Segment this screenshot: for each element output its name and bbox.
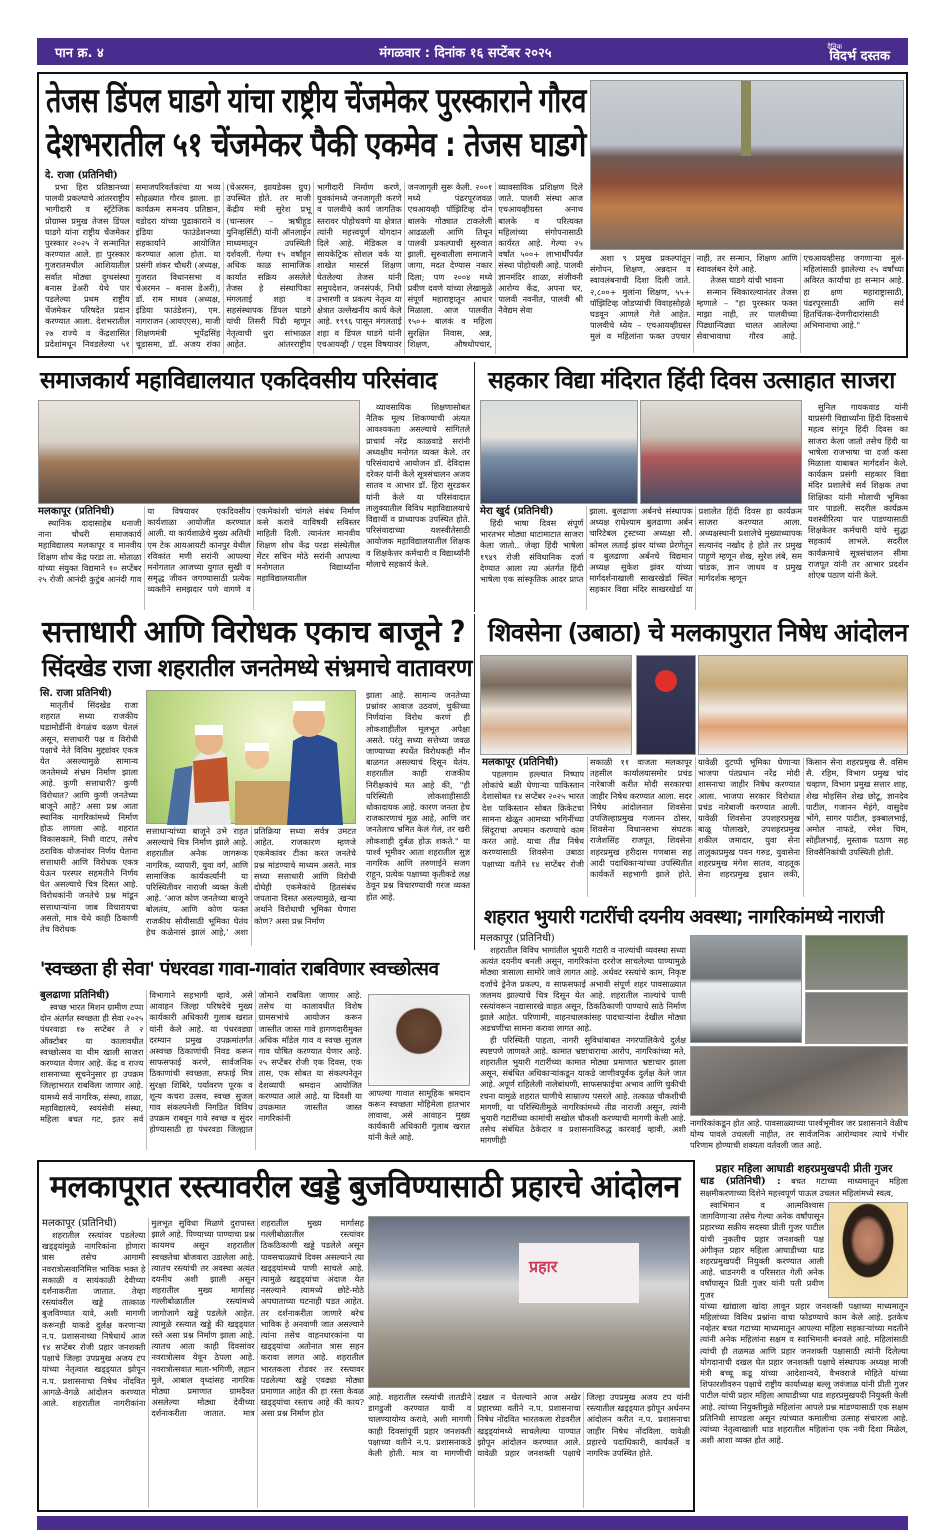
article-body: प्रभा हिरा प्रतिष्ठानच्या पालवी प्रकल्पाचे आंतरराष्ट्रीय भागीदारी व स्ट्रॅटेजिक प्रोग्राम्स प्रमुख तेजस डिंपल घाडगे यांना राष्ट्रीय चेंजमेकर पुरस्कार २०२५ ने सन्मानित करण्यात आले. हा पुरस्कार गुजरातमधील आशियातील सर्वात मोठ्या दुग्धसंस्था बनास डेअरी येथे पार पडलेल्या प्रथम राष्ट्रीय चेंजमेकर परिषदेत प्रदान करण्यात आला. देशभरातील २७ राज्ये व केंद्रशासित प्रदेशांमधून निवडलेल्या ५१ समाजपरिवर्तकांचा या भव्य सोहळ्यात गौरव झाला. हा कार्यक्रम समन्वय प्रतिष्ठान, वडोदरा यांच्या पुढाकाराने व इंडिया फाउंडेशनच्या सहकार्याने आयोजित करण्यात आला होता. या प्रसंगी शंकर चौधरी (अध्यक्ष, गुजरात विधानसभा व चेअरमन – बनास डेअरी), डॉ. राम माधव (अध्यक्ष, इंडिया फाउंडेशन), एम. नागराजन (आयएएस), माजी शिक्षणमंत्री भूपेंद्रसिंह चूडासमा, डॉ. अजय रांका (चेअरमन, झायडेक्स ग्रुप) उपस्थित होते. तर माजी केंद्रीय मंत्री सुरेश प्रभू (चान्सलर – ऋषीहूड युनिव्हर्सिटी) यांनी ऑनलाईन माध्यमातून उपस्थिती दर्शवली. गेल्या १५ वर्षांहून अधिक काळ सामाजिक कार्यात सक्रिय असलेले तेजस हे संस्थापिका मंगलताई शहा व सहसंस्थापक डिंपल घाडगे यांची तिसरी पिढी म्हणून नेतृत्वाची धुरा सांभाळत आहेत. आंतरराष्ट्रीय भागीदारी निर्माण करणे, युवकांमध्ये जनजागृती करणे व पालवीचे कार्य जागतिक स्तरावर पोहोचवणे या क्षेत्रात त्यांनी महत्त्वपूर्ण योगदान दिले आहे. मेडिकल व सायकेट्रिक सोशल वर्क या शाखेत मास्टर्स शिक्षण घेतलेल्या तेजस यांनी समुपदेशन, जनसंपर्क, निधी उभारणी व प्रकल्प नेतृत्व या क्षेत्रात उल्लेखनीय कार्य केले आहे. १९९६ पासून मंगलताई शहा व डिंपल घाडगे यांनी एचआयव्ही / एड्स विषयावर जनजागृती सुरू केली. २००१ मध्ये पंढरपूरजवळ एचआयव्ही पॉझिटिव्ह दोन बालके गोठ्यात टाकलेली आढळली आणि तिथून पालवी प्रकल्पाची सुरुवात झाली. सुरुवातीला समाजाने जागा, मदत देण्यास नकार दिला; पण २००४ मध्ये प्रवीण दवणे यांच्या लेखामुळे संपूर्ण महाराष्ट्रातून आधार मिळाला. आज पालवीत १५०+ बालकं व महिला सुरक्षित निवास, अन्न, शिक्षण, औषधोपचार, व्यावसायिक प्रशिक्षण दिले जाते. पालवी संस्था आज एचआयव्हीग्रस्त अनाथ बालके व परित्यक्त महिलांच्या संगोपनासाठी कार्यरत आहे. गेल्या २५ वर्षांत ५००+ लाभार्थींपर्यंत संस्था पोहोचली आहे. पालवी ज्ञानमंदिर शाळा, संजीवनी आरोग्य केंद्र, अपना घर, पालवी नवनीत, पालवी श्री नैवेद्यम सेवा bbox=[45, 182, 583, 349]
subheading: तेजस घाडगे यांची भावना bbox=[710, 275, 784, 286]
article-body: मातृतीर्थ सिंदखेड राजा शहरात सध्या राजकीय घडामोडींनी वेगळंच वळण घेतलं असून, सत्ताधारी पक्ष व विरोधी पक्षाचे नेते विविध मुद्द्यांवर एकत्र येत असल्यामुळे सामान्य जनतेमध्ये संभ्रम निर्माण झाला आहे. कुणी सत्ताधारी? कुणी विरोधात? आणि कुणी जनतेच्या बाजूने आहे? असा प्रश्न आता स्थानिक नागरिकांमध्ये निर्माण होऊ लागला आहे. शहरात विकासकामे, निधी वाटप, तसेच ठराविक योजनांवर निर्णय घेताना सत्ताधारी आणि विरोधक एकत्र येऊन परस्पर सहमतीने निर्णय घेत असल्याचे चित्र दिसत आहे. विरोधकांनी जनतेचे प्रश्न मांडून सत्ताधाऱ्यांना जाब विचारायचा असतो, मात्र येथे काही ठिकाणी तेच विरोधक bbox=[40, 700, 138, 935]
flooded-road-photo bbox=[805, 992, 908, 1044]
waterlogged-street-photo bbox=[690, 935, 802, 1043]
headline-changemaker: तेजस डिंपल घाडगे यांचा राष्ट्रीय चेंजमेकर पुरस्काराने गौरव bbox=[46, 81, 587, 121]
byline: मेरा खुर्द (प्रतिनिधी) bbox=[480, 506, 554, 517]
hindi-day-photo-2 bbox=[640, 400, 802, 504]
protest-photo-2 bbox=[698, 655, 908, 755]
article-body: मलकापूर (प्रतिनिधी) शहरातील रस्त्यांवर पडलेल्या खड्ड्यांमुळे नागरिकांना होणारा त्रास तसेच आगामी नवरात्रोत्सवानिमित्त भाविक भक्त हे सकाळी व सायंकाळी देवीच्या दर्शनाकरीता जातात. तेव्हा रस्त्यांवरील खड्डे तात्काळ बुजविण्यात यावे, अशी मागणी करूनही याकडे दुर्लक्ष करणाऱ्या न.प. प्रशासनाच्या निषेधार्थ आज १४ सप्टेंबर रोजी प्रहार जनशक्ती पक्षाचे जिल्हा उपप्रमुख अजय टप यांच्या नेतृत्वात खड्ड्यात झोपून न.प. प्रशासनाचा निषेध नोंदवित आगळे-वेगळे आंदोलन करण्यात आले. शहरातील नागरीकांना मुलभूत सुविधा मिळणे दुरापास्त झाले आहे. पिण्याच्या पाण्याचा प्रश्न कायमच असून शहरातील स्वच्छतेचा बोजवारा उडालेला आहे. त्यातच रस्त्यांची तर अवस्था अत्यंत दयनीय अशी झाली असून शहरातील मुख्य मार्गासह गल्लीबोळातील रस्त्यांमध्ये जागोजागे खड्डे पडलेले आहेत. त्यामुळे रस्त्यात खड्डे की खड्ड्यात रस्ते असा प्रश्न निर्माण झाला आहे. त्यातच आता काही दिवसांवर नवरात्रोत्सव येवून ठेपला आहे. नवरात्रोत्सवात माता-भगिणी, लहान मुले, आबाल वृध्दांसह नागरिक मोठ्या प्रमाणात ग्रामदैवत असलेल्या मोठ्या देवीच्या दर्शनाकरीता जातात. मात्र शहरातील मुख्य मार्गासह गल्लीबोळातील रस्त्यांवर ठिकठिकाणी खड्डे पडलेले असून पावसचाळ्याचे दिवस असल्याने त्या खड्ड्यांमध्ये पाणी साचले आहे. त्यामुळे खड्ड्यांचा अंदाज येत नसल्याने त्यामध्ये छोटे-मोठे अपघाताच्या घटनाही घडत आहेत. तर दर्शनाकरीता जाणारे बरेच भाविक हे अनवाणी जात असल्याने त्यांना तसेच वाहनधारकांना या खड्ड्यांचा अतोनात त्रास सहन करावा लागत आहे. शहरातील भारतकला रोडवर तर रस्त्यावर पडलेल्या खड्डे एवढ्या मोठ्या प्रमाणात आहेत की हा रस्ता केवळ खड्ड्यांचा रस्ताच आहे की काय? असा प्रश्न निर्माण होत bbox=[42, 1218, 364, 1419]
headline-seminar: समाजकार्य महाविद्यालयात एकदिवसीय परिसंवाद bbox=[40, 366, 437, 394]
article-body: बुलढाणा प्रतिनिधी) स्वच्छ भारत मिशन ग्रामीण टप्पा दोन अंतर्गत स्वच्छता ही सेवा २०२५ पंधरवाडा १७ सप्टेंबर ते २ ऑक्टोबर या कालावधीत स्वच्छोत्सव या थीम खाली साजरा करण्यात येणार आहे. केंद्र व राज्य शासनाच्या सूचनेनुसार हा उपक्रम जिल्हाभरात राबविला जाणार आहे. यामध्ये सर्व नागरिक, संस्था, शाळा, महाविद्यालये, स्वयंसेवी संस्था, महिला बचत गट, इतर सर्व विभागाने सहभागी व्हावे, असे आवाहन जिल्हा परिषदेचे मुख्य कार्यकारी अधिकारी गुलाब खरात यांनी केले आहे. या पंधरवड्या दरम्यान प्रमुख उपक्रमांतर्गत अस्वच्छ ठिकाणांची निवड करून साफसफाई करणे, सार्वजनिक ठिकाणांची स्वच्छता, सफाई मित्र सुरक्षा शिबिरे, पर्यावरण पूरक व शून्य कचरा उत्सव, स्वच्छ सुजल गाव संकल्पनेशी निगडित विविध उपक्रम राबवून गावे स्वच्छ व सुंदर होण्यासाठी हा पंधरवडा जिल्ह्यात जोमाने राबविला जाणार आहे. तसेच या कालावधीत विशेष ग्रामसभांचे आयोजन करून जास्तीत जास्त गावे हागणदारीमुक्त अधिक मॉडेल गाव व स्वच्छ सुजल गाव घोषित करण्यात येणार आहे. २५ सप्टेंबर रोजी एक दिवस, एक तास, एक सोबत या संकल्पनेतून देशव्यापी श्रमदान आयोजित करण्यात आले आहे. या दिवशी या उपक्रमात जास्तीत जास्त नागरिकांनी bbox=[40, 990, 362, 1135]
article-body-middle: सत्ताधाऱ्यांच्या बाजूने उभे राहत असल्याचे चित्र निर्माण झाले आहे. शहरातील अनेक जागरूक नागरिक, व्यापारी, युवा वर्ग, आणि सामाजिक कार्यकर्त्यांनी या परिस्थितीवर नाराजी व्यक्त केली आहे. ‘आज कोण जनतेच्या बाजूने बोलतंय, आणि कोण फक्त राजकीय सोयीसाठी भूमिका घेतंय हेच कळेनासं झालं आहे,’ अशा प्रतिक्रिया सध्या सर्वत्र उमटत आहेत. राजकारण म्हणजे एकमेकांवर टीका करत जनतेचे प्रश्न मांडण्याचे माध्यम असते. मात्र सध्या सत्ताधारी आणि विरोधी दोघेही एकमेकांचे हितसंबंध जपताना दिसत असल्यामुळे, खऱ्या अर्थाने विरोधाची भूमिका घेणारा कोण? असा प्रश्न निर्माण bbox=[146, 826, 356, 937]
officer-portrait-photo bbox=[368, 994, 470, 1086]
page-number: पान क्र. ४ bbox=[55, 45, 104, 61]
political-cartoon bbox=[146, 690, 356, 824]
article-body: मेरा खुर्द (प्रतिनिधी) हिंदी भाषा दिवस संपूर्ण भारतभर मोठ्या थाटामाटात साजरा केला जातो.. जेव्हा हिंदी भाषेला १९४९ रोजी संविधानिक दर्जा देण्यात आला त्या अंतर्गत हिंदी भाषेला एक सांस्कृतिक आदर प्राप्त झाला. बुलढाणा अर्बनचे संस्थापक अध्यक्ष राधेश्याम बुलढाणा अर्बन चारिटेबल ट्रस्टच्या अध्यक्षा सौ. कोमल लताई झंवर यांच्या प्रेरणेतून व बुलढाणा अर्बनचे विद्यमान अध्यक्ष सुकेश झंवर यांच्या मार्गदर्शनाखाली साखरखेर्डा स्थित सहकार विद्या मंदिर साखरखेर्डा या प्रशालेत हिंदी दिवस हा कार्यक्रम साजरा करण्यात आला. अध्यक्षस्थानी प्रशालेचे मुख्याध्यापक सत्यानंद नखोद हे होते तर प्रमुख पाहुणे म्हणून शेख, सुरेश लंबे, सम चांडक, ज्ञान जाधव व प्रमुख मार्गदर्शक म्हणून bbox=[480, 506, 802, 595]
page-footer-bar bbox=[37, 1516, 908, 1530]
byline: धाड (प्रतिनिधी) : bbox=[700, 1176, 781, 1187]
headline-preeti-gujar: प्रहार महिला आघाडी शहरप्रमुखपदी प्रीती गुजर bbox=[715, 1163, 893, 1175]
article-body-continued: आहे. शहरातील रस्त्यांची तातडीने डागडुजी करण्यात यावी व चालण्यायोग्य करावे, अशी मागणी काही दिवसांपूर्वी प्रहार जनशक्ती पक्षाच्या वतीने न.प. प्रशासनाकडे केली होती. मात्र या मागणीची दखल न घेतल्याने आज अखेर प्रहारच्या वतीने न.प. प्रशासनाचा निषेध नोंदवित भारतकला रोडवरील खड्ड्यांमध्ये साचलेल्या पाण्यात झोपून आंदोलन करण्यात आले. यावेळी प्रहार जनशक्ती पक्षाचे जिल्हा उपप्रमुख अजय टप यांनी रस्त्यातील खड्ड्यात झोपून अर्धनग्न आंदोलन करीत न.प. प्रशासनाचा जाहीर निषेध नोंदविला. यावेळी प्रहारचे पदाधिकारी, कार्यकर्ते व नागरिक उपस्थित होते. bbox=[368, 1392, 690, 1459]
article-body-continued: अशा ९ प्रमुख प्रकल्पांतून संगोपन, शिक्षण, अन्नदान व स्वावलंबनाची दिशा दिली जाते. २,८००+ मुलांना शिक्षण, ५५+ पॉझिटिव्ह जोडप्यांची विवाहसोहळे घडवून आणले गेले आहेत. पालवीचे ध्येय – एचआयव्हीग्रस्त मुलं व महिलांना फक्त उपचार नाही, तर सन्मान, शिक्षण आणि स्वावलंबन देणे आहे. तेजस घाडगे यांची भावना सन्मान स्विकारल्यानंतर तेजस म्हणाले – "हा पुरस्कार फक्त माझा नाही, तर पालवीच्या पिढ्यान्पिढ्या चालत आलेल्या सेवाभावाचा गौरव आहे. एचआयव्हीसह जगणाऱ्या मुलं-महिलांसाठी झालेल्या २५ वर्षांच्या अविरत कार्याचा हा सन्मान आहे. हा क्षण महाराष्ट्रासाठी, पंढरपूरसाठी आणि सर्व हितचिंतक-देणगीदारांसाठी अभिमानाचा आहे." bbox=[590, 253, 904, 342]
prahar-banner: प्रहार bbox=[519, 1243, 639, 1303]
hindi-day-photo-1 bbox=[480, 400, 638, 504]
protest-banner-photo bbox=[636, 655, 696, 755]
headline-prahar-protest: मलकापूरात रस्त्यावरील खड्डे बुजविण्यासाठी प्रहारचे आंदोलन bbox=[50, 1169, 680, 1205]
subheadline-changemaker: देशभरातील ५१ चेंजमेकर पैकी एकमेव : तेजस घाडगे bbox=[46, 125, 586, 165]
article-body: स्थानिक दादासाहेब धनाजी नाना चौधरी समाजकार्य महाविद्यालय मलकापूर व मानवीय शिक्षण शोध केंद्र परडा ता. मोताळा यांच्या संयुक्त विद्यमाने १० सप्टेंबर २५ रोजी आनंदी कुटुंब आनंदी गाव या विषयावर एकदिवसीय कार्यशाळा आयोजीत करण्यात आली. या कार्यशाळेचे मुख्य अतिथी एम टेक आयआयटी कानपुर येथील रविकांत मणी सरांनी आपल्या मनोगतात आजच्या युगात सुखी व समृद्ध जीवन जगण्यासाठी प्रत्येक व्यक्तीने समझदार पणे वागणे व एकमेकांशी चांगले संबंध निर्माण कसे करावे याविषयी सविस्तर माहिती दिली. त्यानंतर मानवीय शिक्षण शोध केंद्र परडा संस्थेतील मेंटर सचिन मोठे सरांनी आपल्या मनोगतात विद्यार्थ्यांना महाविद्यालयातील bbox=[38, 506, 360, 595]
seminar-photo bbox=[38, 400, 360, 504]
byline: मलकापूर (प्रतिनिधी) bbox=[42, 1218, 117, 1229]
article-body-side: व्यावसायिक शिक्षणासोबत नैतिक मूल्य शिकण्याची अंत्यत आवश्यकता असल्याचे सांगितले प्राचार्य नरेंद्र काळवाडे सरांनी अध्यक्षीय मनोगत व्यक्त केले. तर परिसंवादाचे आयोजन डॉ. देविदास दरेकर यांनी केले सूत्रसंचालन अजय सातव व आभार डॉ. हिरा सुरडकर यांनी केले या परिसंवादात तालुक्यातील विविध महाविद्यालयाचे विद्यार्थी व प्राध्यापक उपस्थित होते. परिसंवादाच्या यशस्वीतेसाठी आयोजक महाविद्यालयातील शिक्षक व शिक्षकेत्तर कर्मचारी व विद्यार्थ्यांनी मोलाचे सहकार्य केले. bbox=[366, 402, 470, 569]
garbage-drain-photo bbox=[690, 1046, 908, 1116]
article-body-side: सुनिल गायकवाड यांनी याप्रसंगी विद्यार्थ्यांना हिंदी दिवसाचे महत्व सांगून हिंदी दिवस का साजरा केला जातो तसेच हिंदी या भाषेला राजभाषा चा दर्जा कसा मिळाला याबाबत मार्गदर्शन केले. कार्यक्रम प्रसंगी सहकार विद्या मंदिर प्रशालेचे सर्व शिक्षक तथा शिक्षिका यांनी मोलाची भूमिका पार पाडली. सदरील कार्यक्रम यशस्वीरित्या पार पाडण्यासाठी शिक्षकेतर कर्मचारी यांचे सुद्धा सहकार्य लाभले. सदरील कार्यक्रमाचे सूत्रसंचालन सीमा राजपूत यांनी तर आभार प्रदर्शन शोएब पठाण यांनी केले. bbox=[808, 402, 908, 581]
masthead-logo: दैनिक विदर्भ दस्तक bbox=[827, 42, 890, 64]
photo-caption: नागरिकांकडून होत आहे. पावसाळ्याच्या पार्श्वभूमीवर जर प्रशासनाने वेळीच योग्य पावले उचलली नाहीत, तर सार्वजनिक आरोग्यावर त्याचे गंभीर परिणाम होण्याची शक्यता वर्तवली जात आहे. bbox=[690, 1118, 908, 1150]
byline: दे. राजा (प्रतिनिधी) bbox=[45, 170, 118, 181]
article-preeti-gujar: प्रहार महिला आघाडी शहरप्रमुखपदी प्रीती गुजर धाड (प्रतिनिधी) : बचत गटाच्या माध्यमातून महिला सक्षमीकरणाच्या दिशेने महत्त्वपूर्ण पाऊल उचलत महिलांमध्ये स्वत्व, स्वाभिमान व आत्मविश्वास जागविणाऱ्या तसेच गेल्या अनेक वर्षांपासून प्रहारच्या सक्रीय सदस्या प्रीती गुजर पाटील यांची नुकतीच प्रहार जनशक्ती पक्ष अंगीकृत प्रहार महिला आघाडीच्या धाड शहरप्रमुखपदी नियुक्ती करण्यात आली आहे. धाडनगरी व परिसरात गेली अनेक वर्षांपासून प्रिती गुजर यांनी पती प्रवीण गुजर यांच्या खांद्याला खांदा लावून प्रहार जनशक्ती पक्षाच्या माध्यमातून महिलांच्या विविध प्रश्नांना वाचा फोडण्याचे काम केले आहे. इतकेच नव्हेतर बचत गटाच्या माध्यमातून आपल्या महिला सहकाऱ्यांच्या मदतीने त्यांनी अनेक महिलांना सक्षम व स्वाभिमानी बनवले आहे. महिलांसाठी त्यांची ही तळमळ आणि प्रहार जनशक्ती पक्षासाठी त्यांनी दिलेल्या योगदानाची दखल घेत प्रहार जनशक्ती पक्षाचे संस्थापक अध्यक्ष माजी मंत्री बच्चू कडू यांच्या आदेशान्वये, वैभवराजे मोहिते यांच्या शिफारशीवरुन पक्षाचे राष्ट्रीय कार्याध्यक्ष बल्लू जवंजाळ यांनी प्रीती गुजर पाटील यांची प्रहार महिला आघाडीच्या धाड शहरप्रमुखपदी नियुक्ती केली आहे. त्यांच्या नियुक्तीमुळे महिलांना आपले प्रश्न मांडण्यासाठी एक सक्षम प्रतिनिधी सापडला असून त्यांच्यात कमालीचा उत्साह संचारला आहे. त्यांच्या नेतृत्वाखाली धाड शहरातील महिलांना एक नवी दिशा मिळेल, अशी आशा व्यक्त होत आहे. bbox=[700, 1162, 908, 1512]
prahar-protest-photo bbox=[368, 1216, 690, 1388]
article-body: शहरातील विविध भागांतील भुयारी गटारी व नाल्यांची व्यवस्था सध्या अत्यंत दयनीय बनली असून, नागरिकांना दररोज साचलेल्या पाण्यामुळे मोठ्या त्रासाला सामोरे जावे लागत आहे. अर्धवट रस्त्यांचे काम, निकृष्ट दर्जाचे ड्रेनेज प्रकल्प, व साफसफाई अभावी संपूर्ण शहर पावसाळ्यात जलमय झाल्याचे चित्र दिसून येत आहे. शहरातील नाल्यांचे पाणी रस्त्यांवरून नद्यासारखे वाहत असून, ठिकठिकाणी पाण्याचे साठे निर्माण झाले आहेत. परिणामी, वाहनचालकांसह पादचाऱ्यांना देखील मोठ्या अडचणींचा सामना करावा लागत आहे. ही परिस्थिती पाहता, नागरी सुविधांबाबत नगरपालिकेचे दुर्लक्ष स्पष्टपणे जाणवते आहे. कामात भ्रष्टाचाराचा आरोप, नागरिकांच्या मते, शहरातील भुयारी गटारींच्या कामात मोठ्या प्रमाणात भ्रष्टाचार झाला असून, संबंधित अधिकाऱ्यांकडून याकडे जाणीवपूर्वक दुर्लक्ष केले जात आहे. अपूर्ण राहिलेली नालेबांधणी, साफसफाईचा अभाव आणि चुकीची रचना यामुळे शहरात घाणीचे साम्राज्य पसरले आहे. तत्काळ चौकशीची मागणी, या परिस्थितीमुळे नागरिकांमध्ये तीव्र नाराजी असून, त्यांनी भुयारी गटारींच्या कामांची सखोल चौकशी करण्याची मागणी केली आहे. तसेच संबंधित ठेकेदार व प्रशासनाविरुद्ध कारवाई व्हावी, अशी मागणीही bbox=[480, 945, 686, 1146]
page-header bbox=[37, 38, 908, 65]
byline: मलकापूर (प्रतिनिधी) bbox=[480, 933, 555, 944]
article-body: मलकापूर (प्रतिनिधी) पहलगाम हल्ल्यात निष्पाप लोकांचे बळी घेणाऱ्या पाकिस्तान देशासोबत १४ सप्टेंबर २०२५ भारत देश पाकिस्तान सोबत क्रिकेटचा सामना खेळून आमच्या भगिनींच्या सिंदूराचा अपमान करण्याचे काम करत आहे. याचा तीव्र निषेध करण्यासाठी शिवसेना उबाठा पक्षाच्या वतीने १४ सप्टेंबर रोजी सकाळी ११ वाजता मलकापूर तहसील कार्यालयासमोर प्रचंड नारेबाजी करीत मोदी सरकारचा जाहीर निषेध करण्यात आला. सदर निषेध आंदोलनात शिवसेना उपजिल्हाप्रमुख गजानन ठोसर, शिवसेना विधानसभा संघटक राजेशसिंह राजपूत, शिवसेना शहरप्रमुख हरीदास गणबास सह आदी पदाधिकाऱ्यांच्या उपस्थितीत कार्यकर्ते सहभागी झाले होते. यावेळी दुटप्पी भूमिका घेणाऱ्या भाजपा पंतप्रधान नरेंद्र मोदी शासनाचा जाहीर निषेध करण्यात आला. भाजपा सरकार विरोधात प्रचंड नारेबाजी करण्यात आली. यावेळी शिवसेना उपशहरप्रमुख बाळू पोलाखरे, उपशहरप्रमुख शकील जमादार, युवा सेना तालुकाप्रमुख पवन गरुड, युवासेना शहरप्रमुख मंगेश सातव, वाहतूक सेना शहरप्रमुख इम्रान लकी, किसान सेना शहरप्रमुख सै. वसिम सै. रहिम, विभाग प्रमुख चांद चव्हाण, विभाग प्रमुख सत्तार शाह, शेख मोहसिन शेख छोटू, ज्ञानदेव पाटील, गजानन मेहंगे, वासुदेव भोंगे, सागर पाटील, इक्बालभाई, अमोल नाफडे, रमेश चिम, सोहीलभाई, मुस्ताक पठाण सह शिवसैनिकांची उपस्थिती होती. bbox=[482, 757, 908, 880]
preeti-gujar-portrait bbox=[828, 1202, 908, 1298]
byline: मलकापूर (प्रतिनिधी) bbox=[38, 506, 115, 517]
protest-photo-1 bbox=[480, 655, 632, 755]
headline-shivsena-protest: शिवसेना (उबाठा) चे मलकापुरात निषेध आंदोलन bbox=[488, 618, 908, 647]
article-body-right: झाला आहे. सामान्य जनतेच्या प्रश्नांवर आवाज उठवणं, चुकीच्या निर्णयांना विरोध करणं ही लोकशाहीतील मूलभूत अपेक्षा असते. परंतु सध्या सत्तेच्या जवळ जाण्याच्या स्पर्धेत विरोधकही मौन बाळगत असल्याचं दिसून येतंय. शहरातील काही राजकीय निरीक्षकांचे मत आहे की, "ही परिस्थिती लोकशाहीसाठी धोकादायक आहे. कारण जनता हेच राजकारणाचं मूळ आहे, आणि जर जनतेलाच भ्रमित केलं गेलं, तर खरी लोकशाही दुर्बळ होऊ शकते." या पार्श्व भूमीवर आता शहरातील सुज्ञ नागरिक आणि तरुणाईने सजग राहून, प्रत्येक पक्षाच्या कृतीकडे लक्ष ठेवून प्रश्न विचारण्याची गरज व्यक्त होत आहे. bbox=[366, 690, 470, 902]
headline-swachhata: 'स्वच्छता ही सेवा' पंधरवडा गावा-गावांत राबविणार स्वच्छोत्सव bbox=[40, 958, 439, 980]
damaged-road-photo bbox=[805, 935, 908, 990]
issue-date: मंगळवार : दिनांक १६ सप्टेंबर २०२५ bbox=[379, 45, 552, 61]
article-body: स्वाभिमान व आत्मविश्वास जागविणाऱ्या तसेच गेल्या अनेक वर्षांपासून प्रहारच्या सक्रीय सदस्या प्रीती गुजर पाटील यांची नुकतीच प्रहार जनशक्ती पक्ष अंगीकृत प्रहार महिला आघाडीच्या धाड शहरप्रमुखपदी नियुक्ती करण्यात आली आहे. धाडनगरी व परिसरात गेली अनेक वर्षांपासून प्रिती गुजर यांनी पती प्रवीण गुजर यांच्या खांद्याला खांदा लावून प्रहार जनशक्ती पक्षाच्या माध्यमातून महिलांच्या विविध प्रश्नांना वाचा फोडण्याचे काम केले आहे. इतकेच नव्हेतर बचत गटाच्या माध्यमातून आपल्या महिला सहकाऱ्यांच्या मदतीने त्यांनी अनेक महिलांना सक्षम व स्वाभिमानी बनवले आहे. महिलांसाठी त्यांची ही तळमळ आणि प्रहार जनशक्ती पक्षासाठी त्यांनी दिलेल्या योगदानाची दखल घेत प्रहार जनशक्ती पक्षाचे संस्थापक अध्यक्ष माजी मंत्री बच्चू कडू यांच्या आदेशान्वये, वैभवराजे मोहिते यांच्या शिफारशीवरुन पक्षाचे राष्ट्रीय कार्याध्यक्ष बल्लू जवंजाळ यांनी प्रीती गुजर पाटील यांची प्रहार महिला आघाडीच्या धाड शहरप्रमुखपदी नियुक्ती केली आहे. त्यांच्या नियुक्तीमुळे महिलांना आपले प्रश्न मांडण्यासाठी एक सक्षम प्रतिनिधी सापडला असून त्यांच्यात कमालीचा उत्साह संचारला आहे. त्यांच्या नेतृत्वाखाली धाड शहरातील महिलांना एक नवी दिशा मिळेल, अशी आशा व्यक्त होत आहे. bbox=[700, 1200, 908, 1446]
group-photo-changemakers bbox=[590, 80, 904, 250]
byline: सि. राजा प्रतिनिधी) bbox=[40, 688, 113, 699]
byline: बुलढाणा प्रतिनिधी) bbox=[40, 990, 110, 1001]
subheadline-ruling-opposition: सिंदखेड राजा शहरातील जनतेमध्ये संभ्रमाचे वातावरण bbox=[42, 654, 473, 682]
photo-caption: आपल्या गावात सामूहिक श्रमदान करून स्वच्छता मोहिमेला हातभार लावावा, असे आवाहन मुख्य कार्यकारी अधिकारी गुलाब खरात यांनी केले आहे. bbox=[368, 1088, 470, 1142]
headline-hindi-day: सहकार विद्या मंदिरात हिंदी दिवस उत्साहात साजरा bbox=[488, 366, 895, 394]
headline-drainage: शहरात भुयारी गटारींची दयनीय अवस्था; नागरिकांमध्ये नाराजी bbox=[484, 906, 884, 928]
byline: मलकापूर (प्रतिनिधी) bbox=[482, 757, 559, 768]
headline-ruling-opposition: सत्ताधारी आणि विरोधक एकाच बाजूने ? bbox=[42, 615, 466, 650]
